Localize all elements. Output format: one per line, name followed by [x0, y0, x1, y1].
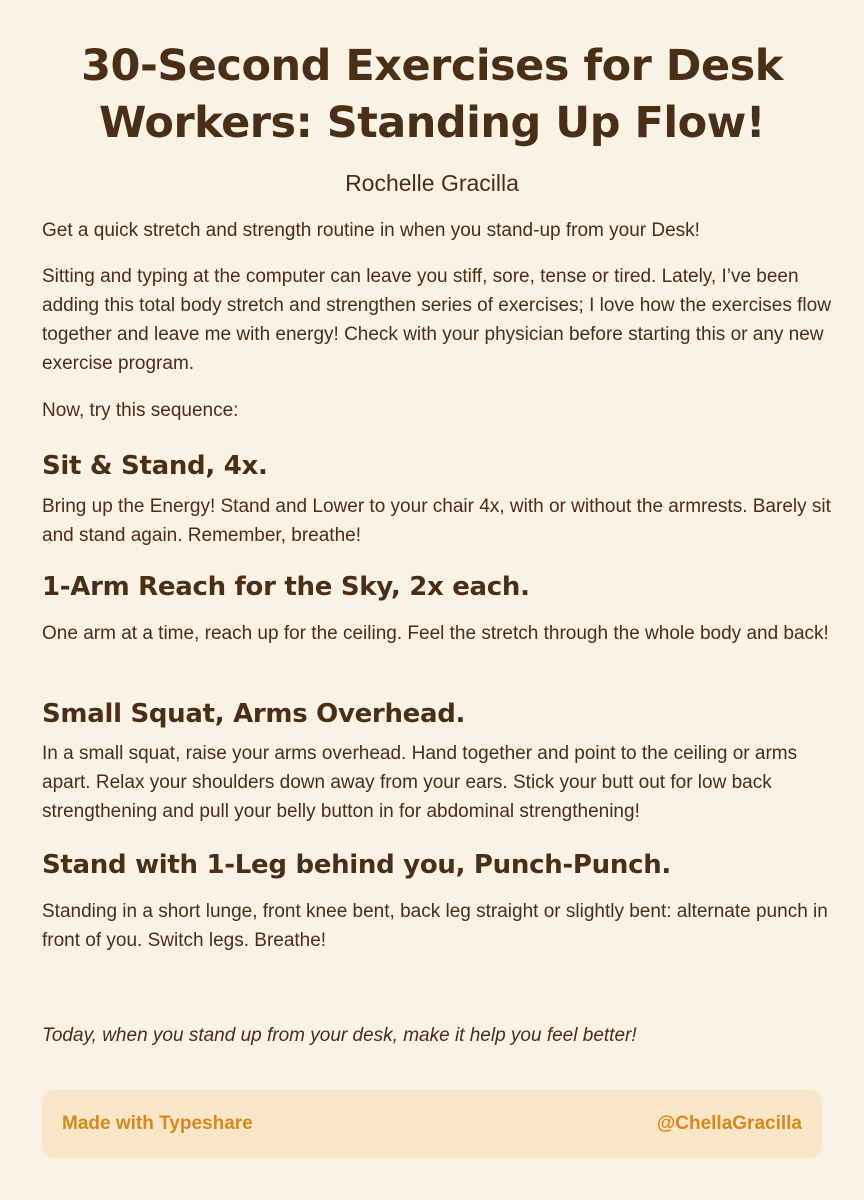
intro-lead-in: Now, try this sequence: [42, 400, 239, 421]
closing-line: Today, when you stand up from your desk, make it help you feel better! [42, 1025, 637, 1046]
intro-body: Sitting and typing at the computer can leave you stiff, sore, tense or tired. Lately, I’ve been adding this total body stretch and strengthen series of exercises; I love how the exercises flow together and leave me with energy! Check with your physician before starting this or any new exercise program. [42, 266, 831, 374]
section-heading-small-squat: Small Squat, Arms Overhead. [42, 699, 466, 729]
section-body-sit-stand: Bring up the Energy! Stand and Lower to your chair 4x, with or without the armrests. Barely sit and stand again. Remember, breathe! [42, 496, 831, 546]
made-with-typeshare-link[interactable]: Made with Typeshare [62, 1113, 253, 1134]
section-body-small-squat: In a small squat, raise your arms overhead. Hand together and point to the ceiling or arms apart. Relax your shoulders down away from your ears. Stick your butt out for low back strengthening and pull your belly button in for abdominal strengthening! [42, 743, 798, 822]
section-body-arm-reach: One arm at a time, reach up for the ceiling. Feel the stretch through the whole body and back! [42, 623, 829, 644]
section-heading-sit-stand: Sit & Stand, 4x. [42, 451, 268, 481]
page-title: 30-Second Exercises for Desk Workers: Standing Up Flow! [81, 41, 783, 148]
intro-tagline: Get a quick stretch and strength routine in when you stand-up from your Desk! [42, 220, 700, 241]
section-heading-arm-reach: 1-Arm Reach for the Sky, 2x each. [42, 572, 530, 602]
section-body-lunge-punch: Standing in a short lunge, front knee bent, back leg straight or slightly bent: alternate punch in front of you. Switch legs. Breathe! [42, 901, 828, 951]
section-heading-lunge-punch: Stand with 1-Leg behind you, Punch-Punch. [42, 850, 671, 880]
author-name: Rochelle Gracilla [345, 170, 519, 196]
footer-bar [42, 1090, 822, 1158]
author-handle-link[interactable]: @ChellaGracilla [656, 1113, 802, 1134]
